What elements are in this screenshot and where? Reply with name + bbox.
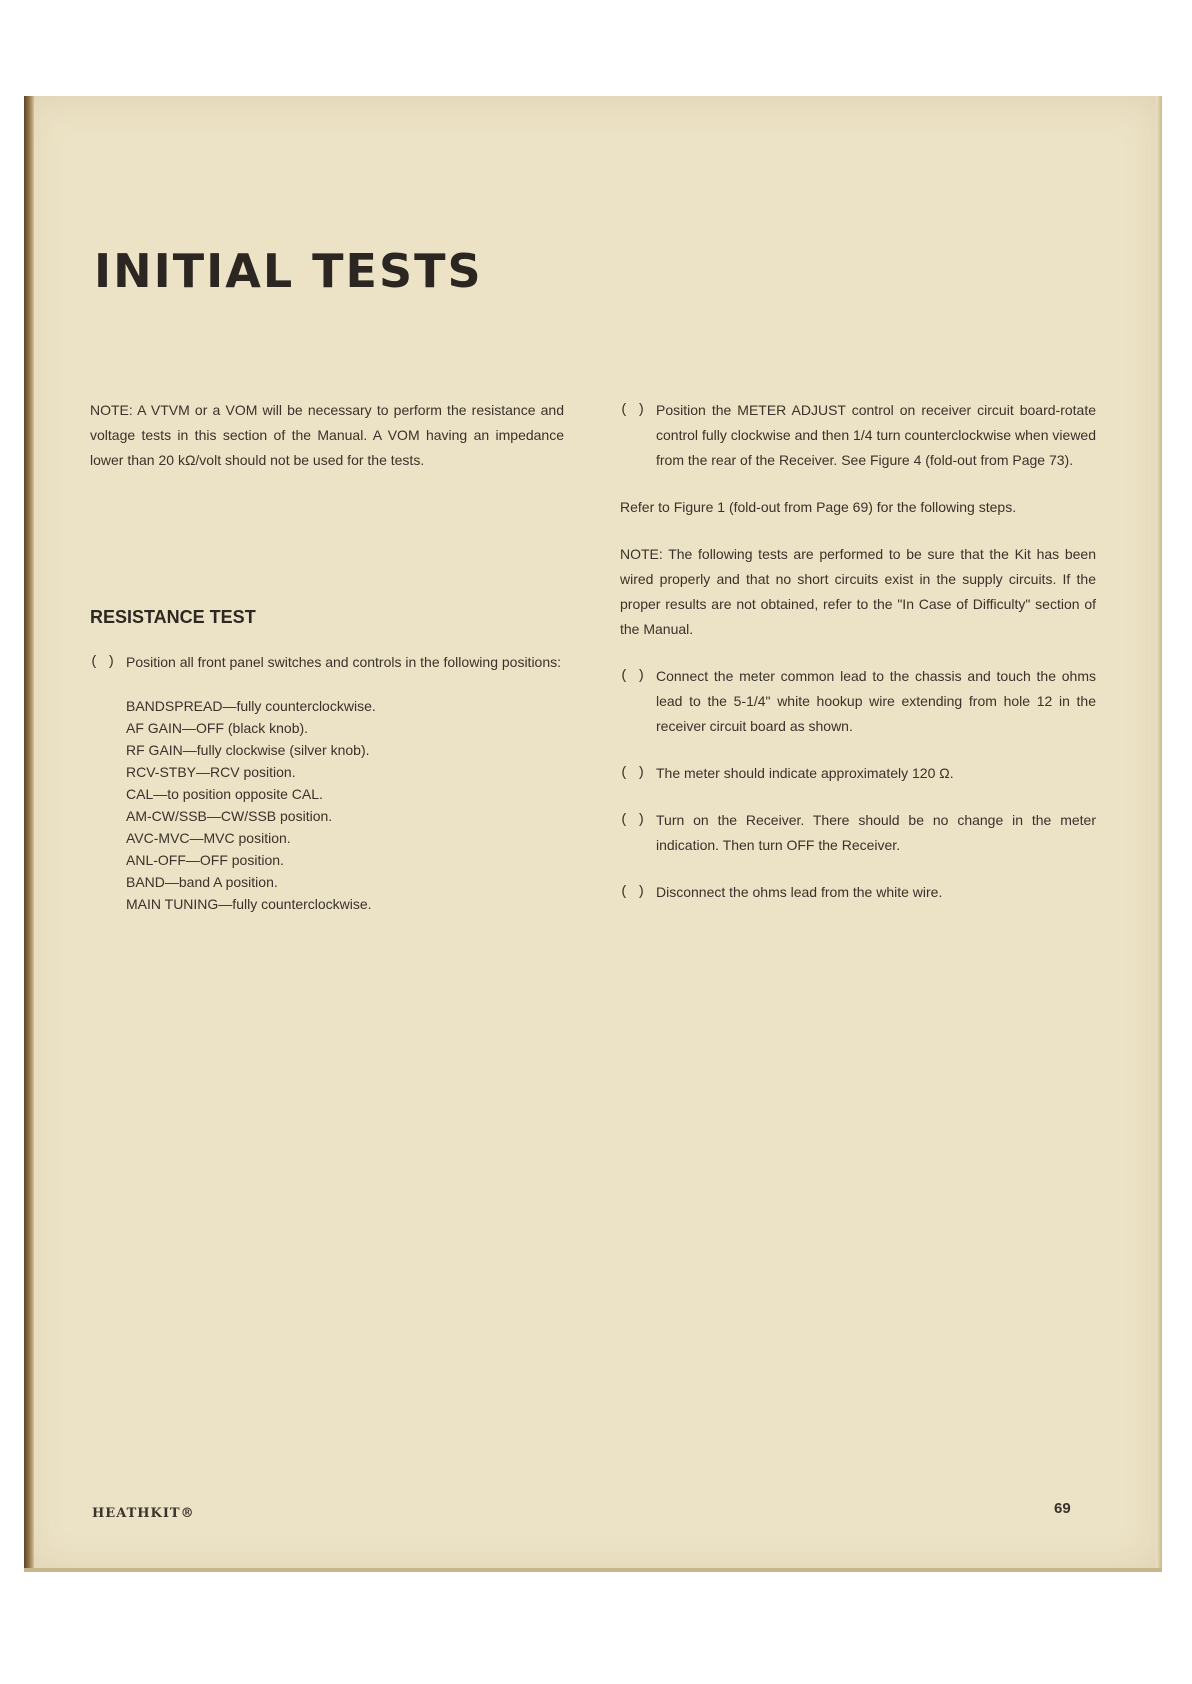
manual-page	[24, 96, 1162, 1572]
page-edge	[1156, 96, 1162, 1572]
step-checkbox[interactable]: ( )	[620, 812, 646, 828]
position-item: ANL-OFF—OFF position.	[126, 852, 284, 868]
spacer	[620, 739, 1096, 761]
position-item: RF GAIN—fully clockwise (silver knob).	[126, 742, 370, 758]
heathkit-logo: HEATHKIT®	[92, 1506, 195, 1521]
spacer	[620, 642, 1096, 664]
position-item: MAIN TUNING—fully counterclockwise.	[126, 896, 372, 912]
position-item: AM-CW/SSB—CW/SSB position.	[126, 808, 333, 824]
step-checkbox[interactable]: ( )	[620, 765, 646, 781]
step-checkbox[interactable]: ( )	[90, 654, 116, 670]
spacer	[620, 473, 1096, 495]
spacer	[620, 520, 1096, 542]
position-item: AVC-MVC—MVC position.	[126, 830, 291, 846]
binding-edge	[24, 96, 34, 1572]
left-column	[90, 398, 564, 915]
resistance-test-heading: RESISTANCE TEST	[90, 607, 256, 627]
step-text: Connect the meter common lead to the chassis and touch the ohms lead to the 5-1/4" white hookup wire extending from hole 12 in the receiver circuit board as shown.	[656, 668, 1096, 734]
step-turn-on-receiver	[620, 808, 1096, 858]
step-text: Disconnect the ohms lead from the white wire.	[656, 884, 943, 900]
spacer	[620, 786, 1096, 808]
position-item: BAND—band A position.	[126, 874, 278, 890]
position-item: AF GAIN—OFF (black knob).	[126, 720, 309, 736]
step-disconnect-lead	[620, 880, 1096, 905]
step-checkbox[interactable]: ( )	[620, 884, 646, 900]
position-item: BANDSPREAD—fully counterclockwise.	[126, 698, 376, 714]
page-number: 69	[1054, 1500, 1071, 1517]
page-bottom-edge	[24, 1568, 1162, 1572]
step-connect-meter	[620, 664, 1096, 739]
step-text: Position the METER ADJUST control on receiver circuit board-rotate control fully clockwise and then 1/4 turn counterclockwise when viewed from the rear of the Receiver. See Figure 4 (fold-out from Page 73).	[656, 402, 1096, 468]
step-checkbox[interactable]: ( )	[620, 668, 646, 684]
step-meter-reading	[620, 761, 1096, 786]
vtvm-note: NOTE: A VTVM or a VOM will be necessary to perform the resistance and voltage tests in this section of the Manual. A VOM having an impedance lower than 20 kΩ/volt should not be used for the tests.	[90, 402, 564, 468]
step-checkbox[interactable]: ( )	[620, 402, 646, 418]
figure-reference: Refer to Figure 1 (fold-out from Page 69) for the following steps.	[620, 499, 1017, 515]
step-text: The meter should indicate approximately 120 Ω.	[656, 765, 954, 781]
position-item: RCV-STBY—RCV position.	[126, 764, 296, 780]
position-item: CAL—to position opposite CAL.	[126, 786, 323, 802]
step-position-controls	[90, 650, 564, 675]
control-positions-list	[126, 695, 564, 915]
step-meter-adjust	[620, 398, 1096, 473]
spacer	[620, 858, 1096, 880]
page-title: INITIAL TESTS	[94, 244, 483, 298]
right-column	[620, 398, 1096, 905]
wiring-note: NOTE: The following tests are performed to be sure that the Kit has been wired properly and that no short circuits exist in the supply circuits. If the proper results are not obtained, refer to the "In Case of Difficulty" section of the Manual.	[620, 546, 1096, 637]
step-text: Position all front panel switches and controls in the following positions:	[126, 654, 562, 670]
step-text: Turn on the Receiver. There should be no change in the meter indication. Then turn OFF the Receiver.	[656, 812, 1096, 853]
